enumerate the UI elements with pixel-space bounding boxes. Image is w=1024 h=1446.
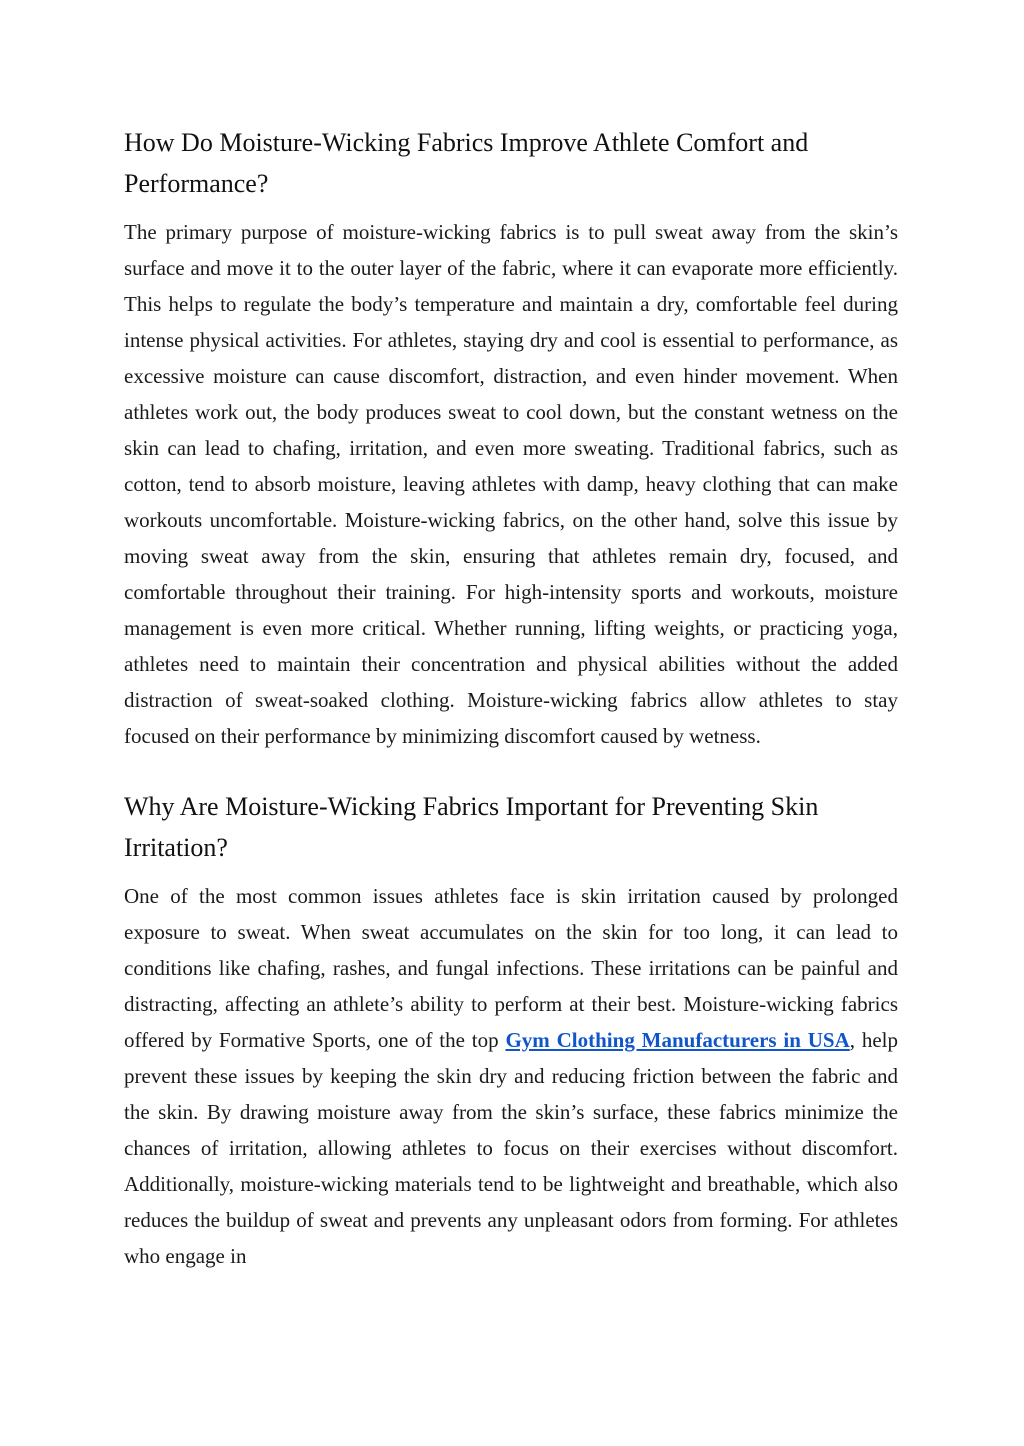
gym-clothing-manufacturers-link[interactable]: Gym Clothing Manufacturers in USA: [505, 1028, 850, 1052]
body-text-before-link: One of the most common issues athletes face is skin irritation caused by prolonged exposure to sweat. When sweat accumulates on the skin for too long, it can lead to conditions like chafing, rashes, and fungal infections. These irritations can be painful and distracting, affecting an athlete’s ability to perform at their best. Moisture-wicking fabrics offered by Formative Sports, one of the top: [124, 884, 898, 1052]
body-text-after-link: , help prevent these issues by keeping the skin dry and reducing friction between the fabric and the skin. By drawing moisture away from the skin’s surface, these fabrics minimize the chances of irritation, allowing athletes to focus on their exercises without discomfort. Additionally, moisture-wicking materials tend to be lightweight and breathable, which also reduces the buildup of sweat and prevents any unpleasant odors from forming. For athletes who engage in: [124, 1028, 899, 1268]
section-heading-skin-irritation: Why Are Moisture-Wicking Fabrics Important for Preventing Skin Irritation?: [124, 792, 819, 862]
section-heading-comfort-performance: How Do Moisture-Wicking Fabrics Improve Athlete Comfort and Performance?: [124, 128, 809, 198]
section-body-skin-irritation: [124, 878, 898, 1274]
document-page: [124, 122, 898, 1274]
section-body-comfort-performance: The primary purpose of moisture-wicking fabrics is to pull sweat away from the skin’s surface and move it to the outer layer of the fabric, where it can evaporate more efficiently. This helps to regulate the body’s temperature and maintain a dry, comfortable feel during intense physical activities. For athletes, staying dry and cool is essential to performance, as excessive moisture can cause discomfort, distraction, and even hinder movement. When athletes work out, the body produces sweat to cool down, but the constant wetness on the skin can lead to chafing, irritation, and even more sweating. Traditional fabrics, such as cotton, tend to absorb moisture, leaving athletes with damp, heavy clothing that can make workouts uncomfortable. Moisture-wicking fabrics, on the other hand, solve this issue by moving sweat away from the skin, ensuring that athletes remain dry, focused, and comfortable throughout their training. For high-intensity sports and workouts, moisture management is even more critical. Whether running, lifting weights, or practicing yoga, athletes need to maintain their concentration and physical abilities without the added distraction of sweat-soaked clothing. Moisture-wicking fabrics allow athletes to stay focused on their performance by minimizing discomfort caused by wetness.: [124, 220, 898, 748]
